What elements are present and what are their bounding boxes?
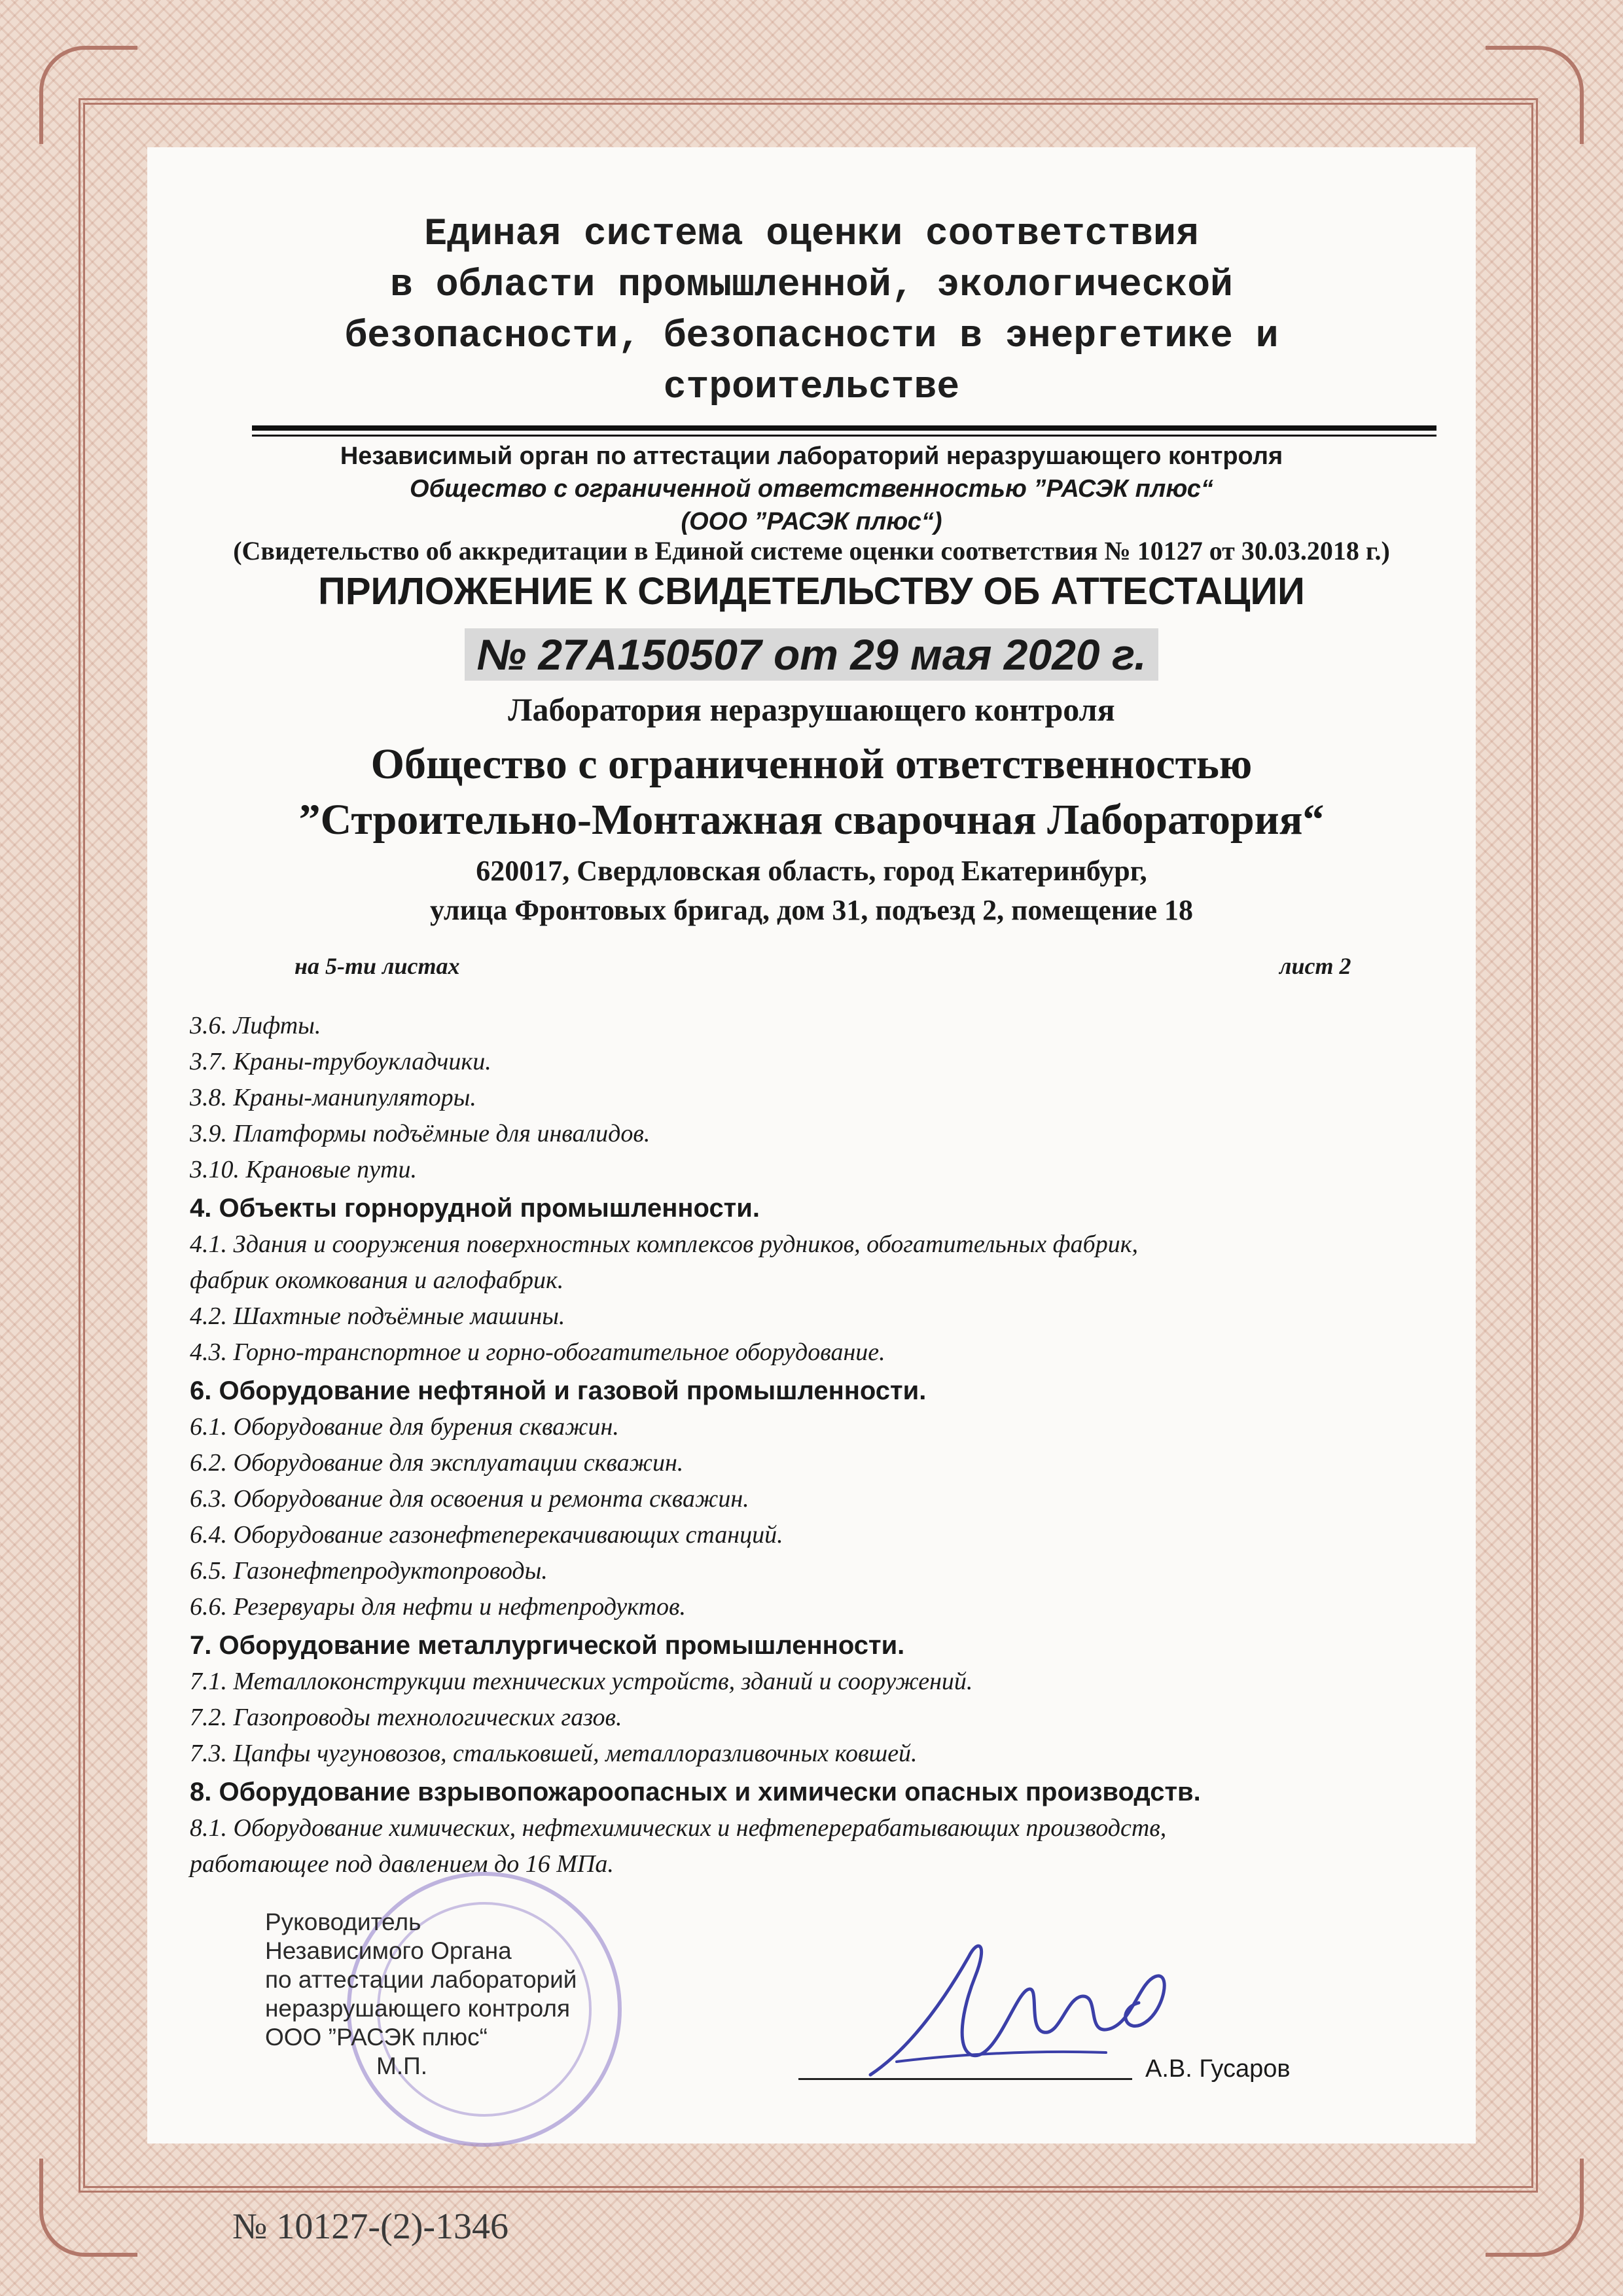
list-item: 3.9. Платформы подъёмные для инвалидов. <box>190 1120 651 1147</box>
list-item: 3.10. Крановые пути. <box>190 1156 417 1183</box>
list-item: 6.6. Резервуары для нефти и нефтепродуктов. <box>190 1593 686 1621</box>
corner-ornament-icon <box>39 46 137 144</box>
signatory-line: Независимого Органа <box>265 1937 512 1964</box>
certification-body-short: (ООО ”РАСЭК плюс“) <box>681 508 942 535</box>
header-divider-thin <box>252 435 1436 437</box>
list-item: 4.1. Здания и сооружения поверхностных комплексов рудников, обогатительных фабрик, <box>190 1230 1139 1258</box>
signature-line <box>798 2078 1132 2080</box>
seal-place-label: М.П. <box>376 2053 427 2079</box>
list-item: 4.2. Шахтные подъёмные машины. <box>190 1302 565 1330</box>
appendix-title: ПРИЛОЖЕНИЕ К СВИДЕТЕЛЬСТВУ ОБ АТТЕСТАЦИИ <box>318 570 1305 613</box>
sheets-total: на 5-ти листах <box>294 953 460 979</box>
signatory-line: Руководитель <box>265 1909 421 1935</box>
signatory-line: неразрушающего контроля <box>265 1995 571 2022</box>
address-line: улица Фронтовых бригад, дом 31, подъезд 2, помещение 18 <box>430 894 1193 926</box>
list-item: 6.5. Газонефтепродуктопроводы. <box>190 1557 548 1585</box>
list-item: работающее под давлением до 16 МПа. <box>190 1850 614 1878</box>
certification-body-org: Общество с ограниченной ответственностью ”РАСЭК плюс“ <box>410 475 1213 503</box>
signer-name: А.В. Гусаров <box>1145 2055 1291 2083</box>
system-title-line: строительстве <box>663 367 960 409</box>
certificate-number-wrap <box>147 628 1476 681</box>
system-title-line: Единая система оценки соответствия <box>424 213 1199 256</box>
list-item: 4.3. Горно-транспортное и горно-обогатительное оборудование. <box>190 1338 885 1366</box>
list-item: фабрик окомкования и аглофабрик. <box>190 1266 564 1294</box>
address-line: 620017, Свердловская область, город Екатеринбург, <box>476 855 1147 887</box>
system-title-line: безопасности, безопасности в энергетике и <box>344 315 1279 358</box>
list-item: 3.8. Краны-манипуляторы. <box>190 1084 476 1111</box>
corner-ornament-icon <box>39 2159 137 2257</box>
lab-kind: Лаборатория неразрушающего контроля <box>508 691 1115 728</box>
accreditation-line: (Свидетельство об аккредитации в Единой системе оценки соответствия № 10127 от 30.03.2018 г.) <box>233 536 1390 565</box>
certificate-number: № 27А150507 от 29 мая 2020 г. <box>465 628 1158 681</box>
section-heading: 6. Оборудование нефтяной и газовой промышленности. <box>190 1376 927 1405</box>
corner-ornament-icon <box>1486 2159 1584 2257</box>
header-divider <box>252 425 1436 431</box>
list-item: 7.1. Металлоконструкции технических устройств, зданий и сооружений. <box>190 1668 973 1695</box>
list-item: 3.7. Краны-трубоукладчики. <box>190 1048 491 1075</box>
signatory-line: по аттестации лабораторий <box>265 1966 577 1993</box>
list-item: 6.2. Оборудование для эксплуатации скважин. <box>190 1449 684 1477</box>
signatory-title <box>265 1908 577 2081</box>
list-item: 6.4. Оборудование газонефтеперекачивающих станций. <box>190 1521 783 1549</box>
list-item: 8.1. Оборудование химических, нефтехимических и нефтеперерабатывающих производств, <box>190 1814 1167 1842</box>
list-item: 6.1. Оборудование для бурения скважин. <box>190 1413 619 1441</box>
list-item: 6.3. Оборудование для освоения и ремонта скважин. <box>190 1485 749 1513</box>
list-item: 7.3. Цапфы чугуновозов, стальковшей, металлоразливочных ковшей. <box>190 1740 918 1767</box>
signatory-line: ООО ”РАСЭК плюс“ <box>265 2024 488 2051</box>
sheet-number: лист 2 <box>1279 953 1351 979</box>
corner-ornament-icon <box>1486 46 1584 144</box>
lab-name-line: Общество с ограниченной ответственностью <box>370 740 1253 788</box>
certification-body-name: Независимый орган по аттестации лабораторий неразрушающего контроля <box>340 442 1283 470</box>
list-item: 7.2. Газопроводы технологических газов. <box>190 1704 622 1731</box>
lab-name-line: ”Строительно-Монтажная сварочная Лаборатория“ <box>298 796 1325 844</box>
registration-number: № 10127-(2)-1346 <box>232 2206 509 2247</box>
section-heading: 7. Оборудование металлургической промышленности. <box>190 1631 905 1660</box>
system-title <box>147 209 1476 414</box>
list-item: 3.6. Лифты. <box>190 1012 321 1039</box>
system-title-line: в области промышленной, экологической <box>390 264 1233 307</box>
section-heading: 4. Объекты горнорудной промышленности. <box>190 1194 760 1223</box>
scope-list <box>190 1008 1446 1882</box>
section-heading: 8. Оборудование взрывопожароопасных и химически опасных производств. <box>190 1778 1201 1806</box>
